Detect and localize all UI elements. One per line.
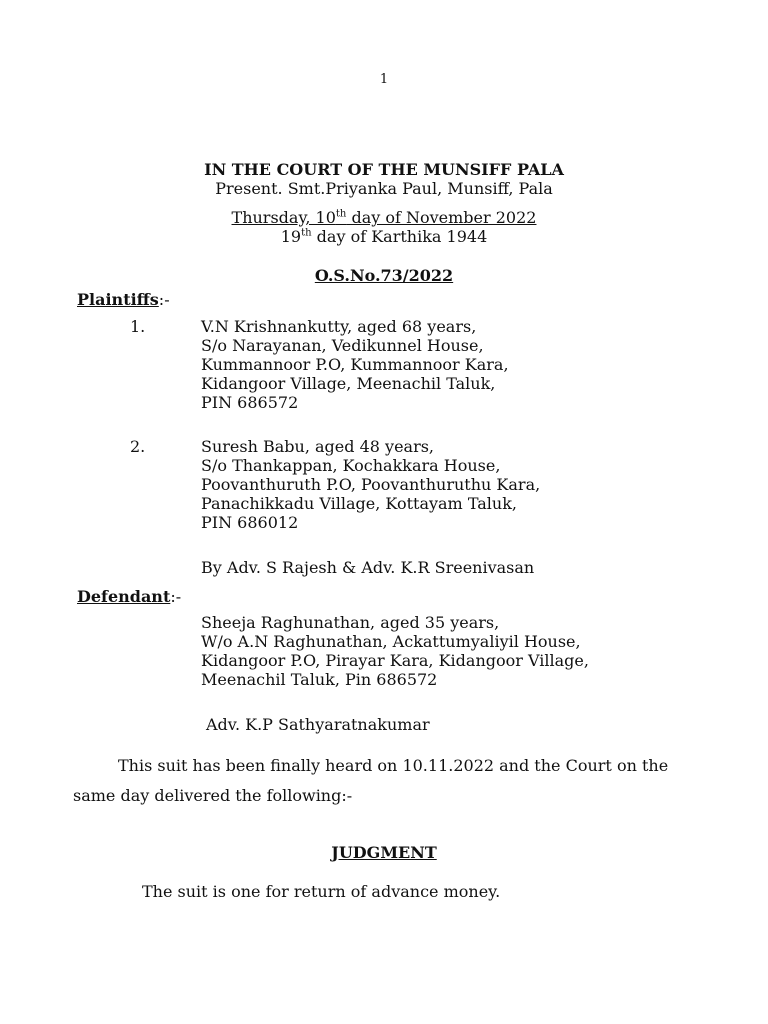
plaintiff-2-address [201,437,540,532]
plaintiffs-heading: Plaintiffs:- [77,290,170,309]
judgment-date-text: Thursday, 10th day of November 2022 [231,208,537,227]
address-line: Meenachil Taluk, Pin 686572 [201,670,438,689]
address-line: Panachikkadu Village, Kottayam Taluk, [201,494,517,513]
plaintiff-1-address [201,317,509,412]
case-number: O.S.No.73/2022 [314,266,454,285]
judgment-first-line: The suit is one for return of advance money. [142,882,501,901]
address-line: PIN 686572 [201,393,299,412]
judgment-date [0,208,768,227]
court-title: IN THE COURT OF THE MUNSIFF PALA [204,160,564,179]
address-line: S/o Narayanan, Vedikunnel House, [201,336,484,355]
address-line: W/o A.N Raghunathan, Ackattumyaliyil House, [201,632,581,651]
hearing-line-2: same day delivered the following:- [73,786,353,805]
hearing-line-1: This suit has been finally heard on 10.11.2022 and the Court on the [118,756,669,775]
page-number: 1 [379,72,389,87]
plaintiffs-advocates: By Adv. S Rajesh & Adv. K.R Sreenivasan [201,558,535,577]
malayalam-date: 19th day of Karthika 1944 [280,227,488,246]
address-line: Kidangoor Village, Meenachil Taluk, [201,374,496,393]
plaintiff-1-number: 1. [130,317,146,336]
address-line: S/o Thankappan, Kochakkara House, [201,456,501,475]
address-line: V.N Krishnankutty, aged 68 years, [201,317,477,336]
address-line: Suresh Babu, aged 48 years, [201,437,435,456]
defendant-advocate: Adv. K.P Sathyaratnakumar [206,715,430,734]
address-line: Kummannoor P.O, Kummannoor Kara, [201,355,509,374]
plaintiff-2-number: 2. [130,437,146,456]
address-line: Kidangoor P.O, Pirayar Kara, Kidangoor Village, [201,651,589,670]
defendant-address [201,613,589,689]
address-line: Sheeja Raghunathan, aged 35 years, [201,613,500,632]
defendant-heading: Defendant:- [77,587,182,606]
address-line: PIN 686012 [201,513,299,532]
address-line: Poovanthuruth P.O, Poovanthuruthu Kara, [201,475,541,494]
court-present-line: Present. Smt.Priyanka Paul, Munsiff, Pala [215,179,553,198]
judgment-heading: JUDGMENT [331,843,437,862]
